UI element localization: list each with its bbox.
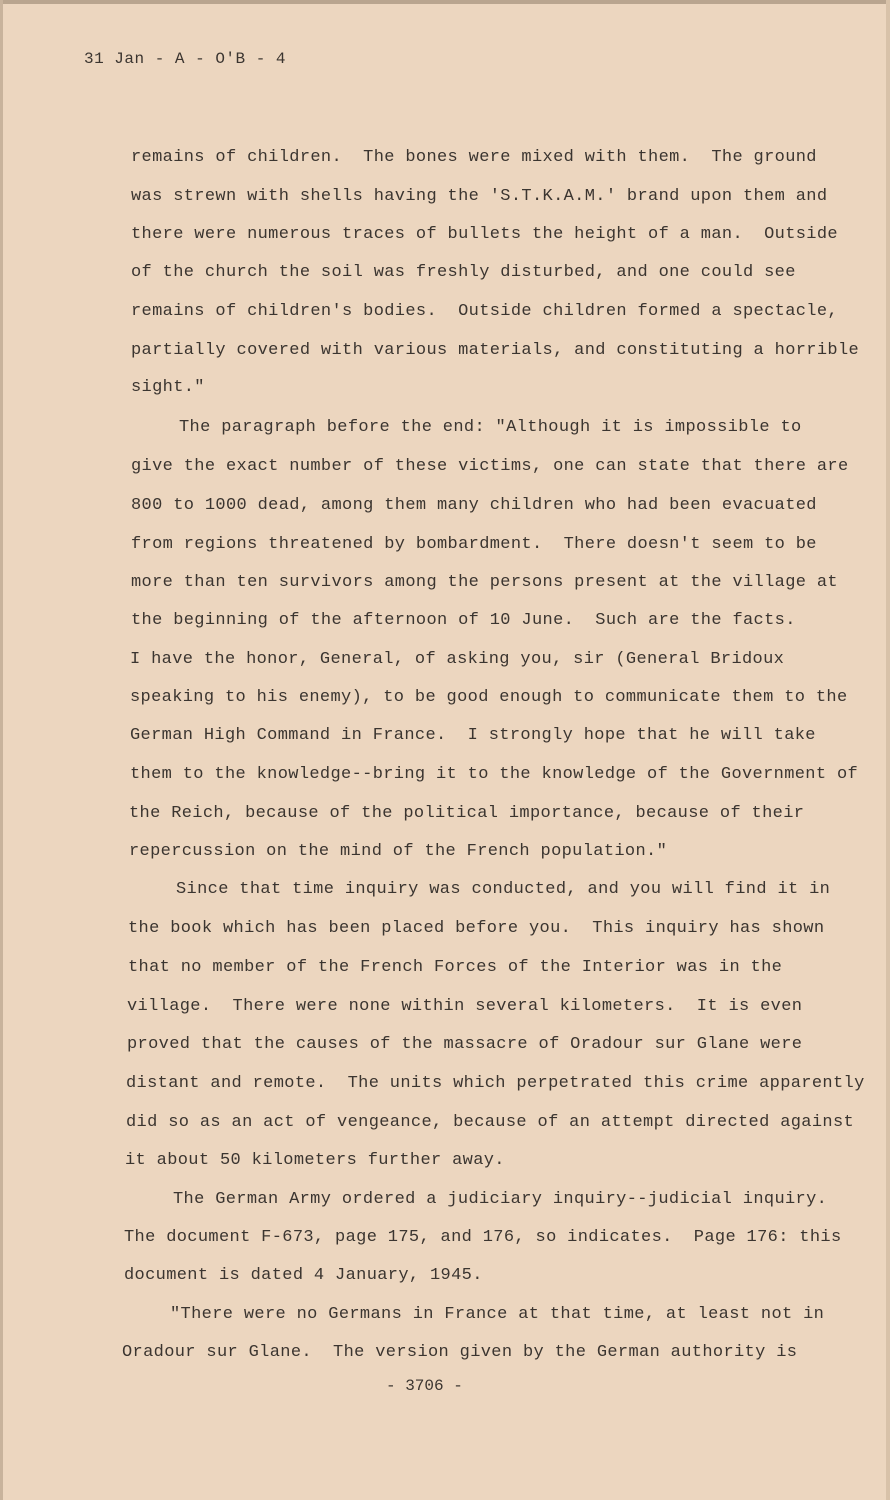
text-line: distant and remote. The units which perpetrated this crime apparently <box>126 1074 865 1093</box>
text-line: the Reich, because of the political importance, because of their <box>129 804 805 823</box>
text-line: sight." <box>131 378 205 397</box>
text-line: them to the knowledge--bring it to the knowledge of the Government of <box>130 765 859 784</box>
text-line: remains of children. The bones were mixed with them. The ground <box>131 148 817 167</box>
text-line: I have the honor, General, of asking you, sir (General Bridoux <box>130 650 785 669</box>
page-number: - 3706 - <box>386 1377 463 1395</box>
page-edge-top <box>0 0 890 4</box>
text-line: of the church the soil was freshly disturbed, and one could see <box>131 263 796 282</box>
text-line: 800 to 1000 dead, among them many children who had been evacuated <box>131 496 817 515</box>
text-line: repercussion on the mind of the French population." <box>129 842 668 861</box>
text-line: more than ten survivors among the persons present at the village at <box>131 573 838 592</box>
page-edge-right <box>886 0 890 1500</box>
text-line: The German Army ordered a judiciary inquiry--judicial inquiry. <box>173 1190 828 1209</box>
text-line: was strewn with shells having the 'S.T.K.A.M.' brand upon them and <box>131 187 828 206</box>
text-line: document is dated 4 January, 1945. <box>124 1266 483 1285</box>
text-line: there were numerous traces of bullets the height of a man. Outside <box>131 225 838 244</box>
page-header: 31 Jan - A - O'B - 4 <box>84 50 287 68</box>
text-line: proved that the causes of the massacre of Oradour sur Glane were <box>127 1035 803 1054</box>
text-line: the book which has been placed before you. This inquiry has shown <box>128 919 825 938</box>
text-line: the beginning of the afternoon of 10 June. Such are the facts. <box>131 611 796 630</box>
text-line: partially covered with various materials, and constituting a horrible <box>131 341 860 360</box>
text-line: give the exact number of these victims, one can state that there are <box>131 457 849 476</box>
text-line: Oradour sur Glane. The version given by the German authority is <box>122 1343 798 1362</box>
page-edge-left <box>0 0 3 1500</box>
text-line: from regions threatened by bombardment. There doesn't seem to be <box>131 535 817 554</box>
text-line: The document F-673, page 175, and 176, so indicates. Page 176: this <box>124 1228 842 1247</box>
text-line: The paragraph before the end: "Although it is impossible to <box>179 418 802 437</box>
text-line: "There were no Germans in France at that time, at least not in <box>170 1305 825 1324</box>
text-line: remains of children's bodies. Outside children formed a spectacle, <box>131 302 838 321</box>
text-line: speaking to his enemy), to be good enough to communicate them to the <box>130 688 848 707</box>
text-line: Since that time inquiry was conducted, and you will find it in <box>176 880 831 899</box>
text-line: did so as an act of vengeance, because of an attempt directed against <box>126 1113 855 1132</box>
text-line: village. There were none within several kilometers. It is even <box>127 997 803 1016</box>
text-line: that no member of the French Forces of the Interior was in the <box>128 958 783 977</box>
text-line: German High Command in France. I strongly hope that he will take <box>130 726 816 745</box>
text-line: it about 50 kilometers further away. <box>125 1151 505 1170</box>
